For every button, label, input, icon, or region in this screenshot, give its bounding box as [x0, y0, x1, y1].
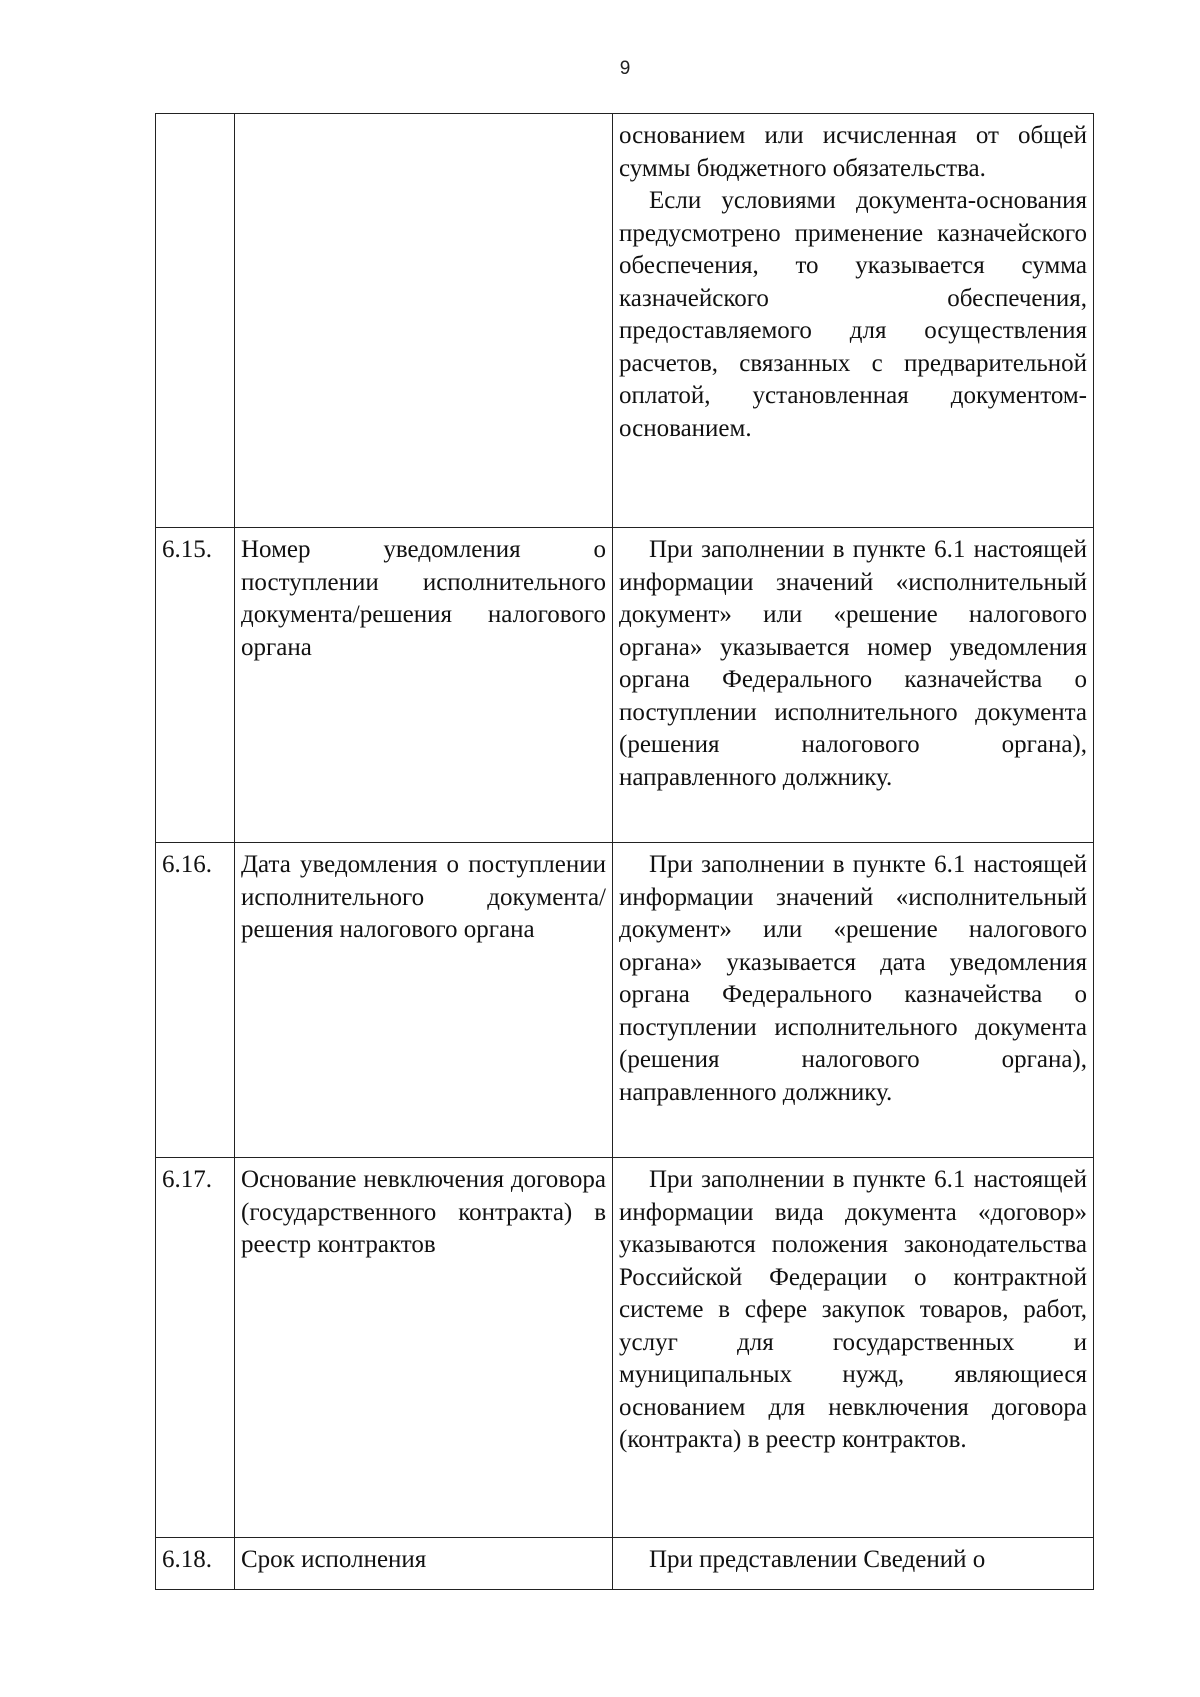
item-name-cell: Основание невключения договора (государственного контракта) в реестр контрактов — [235, 1158, 613, 1538]
table-row — [156, 114, 1094, 528]
item-number-cell — [156, 114, 235, 528]
document-table — [155, 113, 1094, 1590]
table-row — [156, 843, 1094, 1158]
table-row — [156, 1538, 1094, 1590]
item-number-cell: 6.17. — [156, 1158, 235, 1538]
item-number-cell: 6.18. — [156, 1538, 235, 1590]
item-number-cell: 6.15. — [156, 528, 235, 843]
description-paragraph: При заполнении в пункте 6.1 настоящей информации значений «исполнительный документ» или «решение налогового органа» указывается дата уведомления органа Федерального казначейства о поступлении исполнительного документа (решения налогового органа), направленного должнику. — [619, 851, 1087, 1106]
item-name-cell — [235, 114, 613, 528]
description-paragraph: основанием или исчисленная от общей суммы бюджетного обязательства. — [619, 122, 1087, 182]
item-description-cell — [613, 1158, 1094, 1538]
page-number: 9 — [619, 58, 631, 79]
description-paragraph: При представлении Сведений о — [649, 1546, 986, 1573]
item-description-cell — [613, 843, 1094, 1158]
description-paragraph: При заполнении в пункте 6.1 настоящей информации вида документа «договор» указываются положения законодательства Российской Федерации о контрактной системе в сфере закупок товаров, работ, услуг для государственных и муниципальных нужд, являющиеся основанием для невключения договора (контракта) в реестр контрактов. — [619, 1166, 1087, 1453]
item-name-cell: Номер уведомления о поступлении исполнительного документа/решения налогового органа — [235, 528, 613, 843]
item-name-cell: Срок исполнения — [235, 1538, 613, 1590]
item-description-cell — [613, 114, 1094, 528]
description-paragraph: При заполнении в пункте 6.1 настоящей информации значений «исполнительный документ» или «решение налогового органа» указывается номер уведомления органа Федерального казначейства о поступлении исполнительного документа (решения налогового органа), направленного должнику. — [619, 536, 1087, 791]
item-number-cell: 6.16. — [156, 843, 235, 1158]
item-name-cell: Дата уведомления о поступлении исполнительного документа/решения налогового органа — [235, 843, 613, 1158]
description-paragraph: Если условиями документа-основания предусмотрено применение казначейского обеспечения, то указывается сумма казначейского обеспечения, предоставляемого для осуществления расчетов, связанных с предварительной оплатой, установленная документом-основанием. — [619, 187, 1087, 442]
table-row — [156, 1158, 1094, 1538]
item-description-cell — [613, 528, 1094, 843]
item-description-cell — [613, 1538, 1094, 1590]
table-row — [156, 528, 1094, 843]
